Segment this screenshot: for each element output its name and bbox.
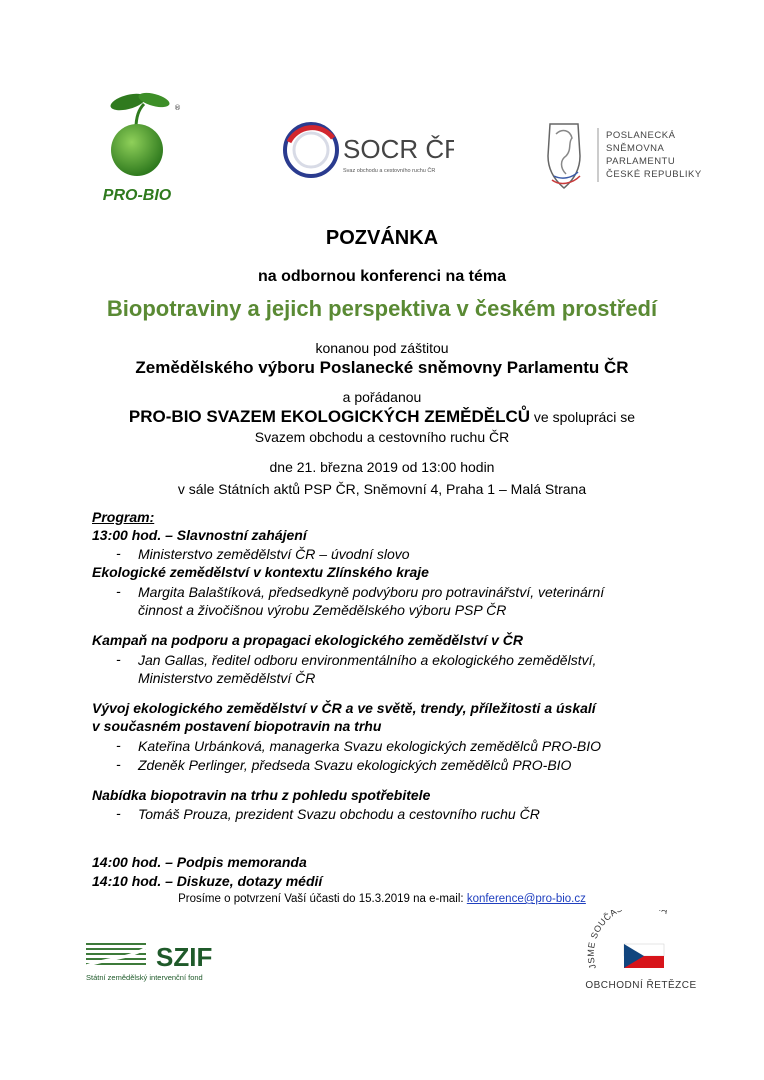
rsvp-email-link[interactable]: konference@pro-bio.cz — [466, 893, 586, 905]
svg-text:PARLAMENTU: PARLAMENTU — [606, 156, 676, 167]
section-title-cont: v současném postavení biopotravin na trhu — [92, 718, 382, 734]
event-date: dne 21. března 2019 od 13:00 hodin — [269, 459, 495, 475]
program-heading: Program: — [92, 509, 155, 525]
svg-text:ČESKÉ REPUBLIKY: ČESKÉ REPUBLIKY — [606, 169, 702, 180]
szif-logo-text: SZIF — [156, 942, 213, 972]
dash: - — [116, 651, 121, 667]
svg-text:Státní zemědělský intervenční: Státní zemědělský intervenční fond — [86, 973, 203, 982]
memorandum-time: 14:00 hod. – Podpis memoranda — [92, 854, 307, 870]
section-title: Ekologické zemědělství v kontextu Zlínského kraje — [92, 564, 429, 580]
socr-logo — [279, 118, 454, 182]
section-item: Tomáš Prouza, prezident Svazu obchodu a cestovního ruchu ČR — [138, 806, 540, 822]
svg-text:®: ® — [174, 104, 181, 112]
opening-time: 13:00 hod. – Slavnostní zahájení — [92, 527, 307, 543]
event-venue: v sále Státních aktů PSP ČR, Sněmovní 4, Praha 1 – Malá Strana — [177, 481, 587, 497]
section-item-cont: Ministerstvo zemědělství ČR — [138, 670, 316, 686]
rsvp-text: Prosíme o potvrzení Vaší účasti do 15.3.2019 na e-mail: — [178, 893, 467, 905]
organizer: PRO-BIO SVAZEM EKOLOGICKÝCH ZEMĚDĚLCŮ — [128, 407, 531, 426]
szif-logo — [86, 938, 246, 988]
organizer-line — [0, 407, 764, 427]
section-item-cont: činnost a živočišnou výrobu Zemědělského výboru PSP ČR — [138, 602, 507, 618]
section-title: Nabídka biopotravin na trhu z pohledu spotřebitele — [92, 787, 431, 803]
svg-text:Svaz obchodu a cestovního ruch: Svaz obchodu a cestovního ruchu ČR — [343, 168, 436, 174]
svg-text:POSLANECKÁ: POSLANECKÁ — [606, 130, 676, 141]
organized-intro: a pořádanou — [342, 389, 422, 405]
psp-logo — [538, 116, 708, 196]
section-item: Kateřina Urbánková, managerka Svazu ekologických zemědělců PRO-BIO — [138, 738, 601, 754]
discussion-time: 14:10 hod. – Diskuze, dotazy médií — [92, 873, 323, 889]
svg-text:OBCHODNÍ ŘETĚZCE: OBCHODNÍ ŘETĚZCE — [585, 980, 697, 991]
dash: - — [116, 805, 121, 821]
socr-logo-text: SOCR ČR — [343, 134, 454, 164]
rsvp-note — [0, 893, 764, 905]
section-title: Vývoj ekologického zemědělství v ČR a ve světě, trendy, příležitosti a úskalí — [92, 700, 596, 716]
jsme-soucasti-ceska-logo — [576, 910, 706, 1000]
section-item: Jan Gallas, ředitel odboru environmentálního a ekologického zemědělství, — [138, 652, 597, 668]
invitation-title: POZVÁNKA — [325, 227, 439, 249]
opening-item: Ministerstvo zemědělství ČR – úvodní slovo — [138, 546, 410, 562]
section-title: Kampaň na podporu a propagaci ekologického zemědělství v ČR — [92, 632, 523, 648]
probio-logo — [92, 88, 182, 208]
dash: - — [116, 545, 121, 561]
auspices-intro: konanou pod záštitou — [315, 340, 449, 356]
invitation-subtitle: na odbornou konferenci na téma — [257, 268, 507, 285]
auspices: Zemědělského výboru Poslanecké sněmovny Parlamentu ČR — [135, 358, 629, 377]
section-item: Zdeněk Perlinger, předseda Svazu ekologických zemědělců PRO-BIO — [138, 757, 572, 773]
dash: - — [116, 756, 121, 772]
dash: - — [116, 737, 121, 753]
conference-topic: Biopotraviny a jejich perspektiva v českém prostředí — [106, 296, 658, 321]
svg-text:JSME SOUČÁSTÍ ČESKA: JSME SOUČÁ A — [585, 910, 671, 971]
probio-logo-text: PRO-BIO — [102, 187, 172, 204]
partner: Svazem obchodu a cestovního ruchu ČR — [254, 429, 510, 445]
section-item: Margita Balaštíková, předsedkyně podvýboru pro potravinářství, veterinární — [138, 584, 605, 600]
cooperation: ve spolupráci se — [530, 409, 636, 425]
dash: - — [116, 583, 121, 599]
svg-text:SNĚMOVNA: SNĚMOVNA — [606, 143, 665, 154]
